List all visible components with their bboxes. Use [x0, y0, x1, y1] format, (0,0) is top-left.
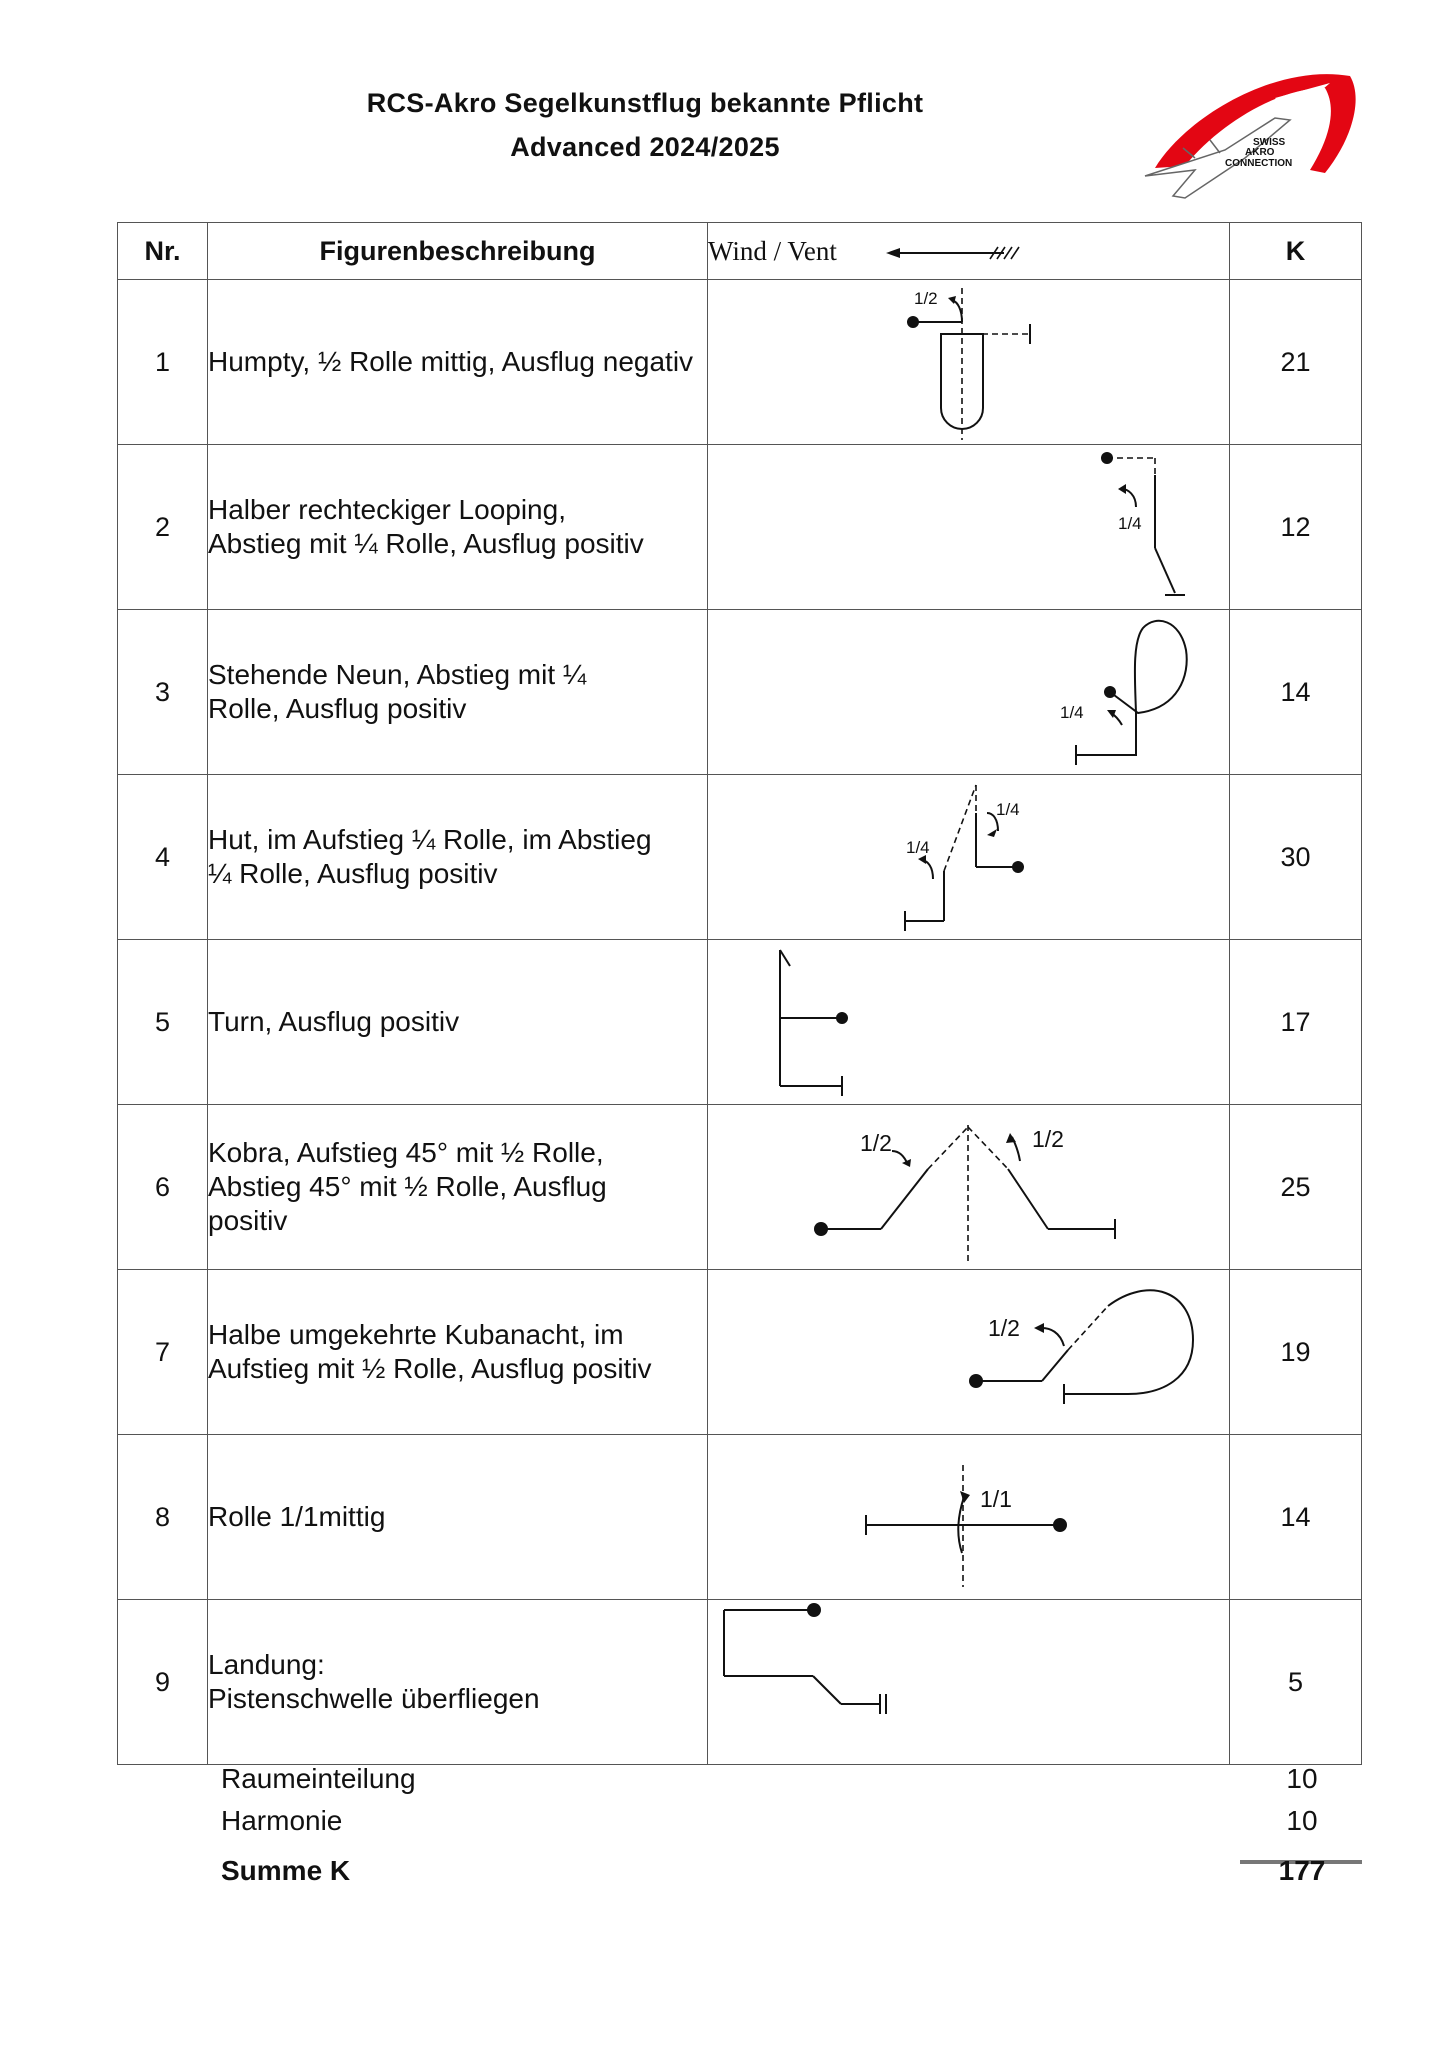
- figure-cell: [708, 775, 1230, 940]
- cobra-icon: [708, 1105, 1230, 1271]
- row-description: [208, 1600, 708, 1765]
- figure-label: 1/4: [1118, 514, 1142, 533]
- half-square-loop-icon: [708, 445, 1230, 611]
- row-nr: 8: [118, 1435, 208, 1600]
- row-k: 19: [1230, 1270, 1362, 1435]
- figure-cell: [708, 940, 1230, 1105]
- header-description: Figurenbeschreibung: [208, 223, 708, 280]
- figure-cell: [708, 445, 1230, 610]
- turn-icon: [708, 940, 1230, 1106]
- summary-total-label: Summe K: [221, 1855, 351, 1886]
- row-description-text: Kobra, Aufstieg 45° mit ½ Rolle, Abstieg 45° mit ½ Rolle, Ausflug positiv: [208, 1137, 607, 1236]
- row-k: 14: [1230, 610, 1362, 775]
- summary-label-raumeinteilung: Raumeinteilung: [221, 1763, 416, 1794]
- row-k: 17: [1230, 940, 1362, 1105]
- row-nr: 5: [118, 940, 208, 1105]
- figure-cell: [708, 1600, 1230, 1765]
- figure-cell: [708, 1435, 1230, 1600]
- wind-arrow-icon: [884, 243, 1024, 263]
- figure-label: 1/4: [1060, 703, 1084, 722]
- row-description-text: Hut, im Aufstieg ¼ Rolle, im Abstieg ¼ Rolle, Ausflug positiv: [208, 824, 652, 889]
- figure-cell: [708, 1105, 1230, 1270]
- hat-icon: [708, 775, 1230, 941]
- figure-label: 1/2: [860, 1130, 892, 1156]
- row-k: 14: [1230, 1435, 1362, 1600]
- figure-label: 1/2: [988, 1315, 1020, 1341]
- row-k: 21: [1230, 280, 1362, 445]
- half-reverse-cuban-eight-icon: [708, 1270, 1230, 1436]
- swiss-akro-connection-logo: [1125, 58, 1365, 200]
- table-row: [118, 775, 1362, 940]
- row-k: 5: [1230, 1600, 1362, 1765]
- row-description: [208, 1105, 708, 1270]
- row-description: [208, 445, 708, 610]
- figure-cell: [708, 1270, 1230, 1435]
- row-description: [208, 280, 708, 445]
- row-description: [208, 1435, 708, 1600]
- figure-label: 1/4: [906, 838, 930, 857]
- row-description-text: Halber rechteckiger Looping, Abstieg mit ¼ Rolle, Ausflug positiv: [208, 494, 644, 559]
- figure-cell: [708, 610, 1230, 775]
- summary-label-harmonie: Harmonie: [221, 1805, 343, 1836]
- table-row: [118, 940, 1362, 1105]
- full-roll-icon: [708, 1435, 1230, 1601]
- row-nr: 2: [118, 445, 208, 610]
- row-description-text: Stehende Neun, Abstieg mit ¼ Rolle, Ausflug positiv: [208, 659, 587, 724]
- humpty-bump-icon: [708, 280, 1230, 446]
- table-row: [118, 1105, 1362, 1270]
- document-subtitle: Advanced 2024/2025: [510, 132, 780, 162]
- header-wind: [708, 223, 1230, 280]
- row-description: [208, 940, 708, 1105]
- row-nr: 6: [118, 1105, 208, 1270]
- table-row: [118, 445, 1362, 610]
- document-title: RCS-Akro Segelkunstflug bekannte Pflicht: [366, 88, 924, 118]
- figure-label-2: 1/2: [1032, 1126, 1064, 1152]
- row-description: [208, 610, 708, 775]
- logo-text-connection: CONNECTION: [1225, 158, 1293, 169]
- row-description-text: Turn, Ausflug positiv: [208, 1006, 460, 1037]
- header-wind-label: Wind / Vent: [708, 235, 837, 266]
- row-nr: 9: [118, 1600, 208, 1765]
- row-description-text: Humpty, ½ Rolle mittig, Ausflug negativ: [208, 346, 694, 377]
- row-description-text: Landung: Pistenschwelle überfliegen: [208, 1649, 540, 1714]
- row-k: 30: [1230, 775, 1362, 940]
- table-header-row: [118, 223, 1362, 280]
- summary-total-value: 177: [1278, 1855, 1326, 1886]
- row-nr: 4: [118, 775, 208, 940]
- row-k: 12: [1230, 445, 1362, 610]
- figure-cell: [708, 280, 1230, 445]
- summary-value-harmonie: 10: [1286, 1805, 1318, 1836]
- header-k: K: [1230, 223, 1362, 280]
- table-row: [118, 1435, 1362, 1600]
- landing-icon: [708, 1600, 1230, 1766]
- figure-label: 1/1: [980, 1486, 1012, 1512]
- figure-label-2: 1/4: [996, 800, 1020, 819]
- table-row: [118, 1270, 1362, 1435]
- row-k: 25: [1230, 1105, 1362, 1270]
- figures-table: [117, 222, 1362, 1765]
- row-nr: 7: [118, 1270, 208, 1435]
- summary-value-raumeinteilung: 10: [1286, 1763, 1318, 1794]
- row-description-text: Halbe umgekehrte Kubanacht, im Aufstieg mit ½ Rolle, Ausflug positiv: [208, 1319, 652, 1384]
- row-description: [208, 775, 708, 940]
- figure-label: 1/2: [914, 289, 938, 308]
- table-row: [118, 280, 1362, 445]
- row-nr: 3: [118, 610, 208, 775]
- table-row: [118, 1600, 1362, 1765]
- table-row: [118, 610, 1362, 775]
- logo-text-swiss: SWISS: [1253, 137, 1286, 148]
- row-description: [208, 1270, 708, 1435]
- row-nr: 1: [118, 280, 208, 445]
- standing-nine-icon: [708, 610, 1230, 776]
- header-nr: Nr.: [118, 223, 208, 280]
- row-description-text: Rolle 1/1mittig: [208, 1501, 386, 1532]
- logo-text-akro: AKRO: [1245, 147, 1275, 158]
